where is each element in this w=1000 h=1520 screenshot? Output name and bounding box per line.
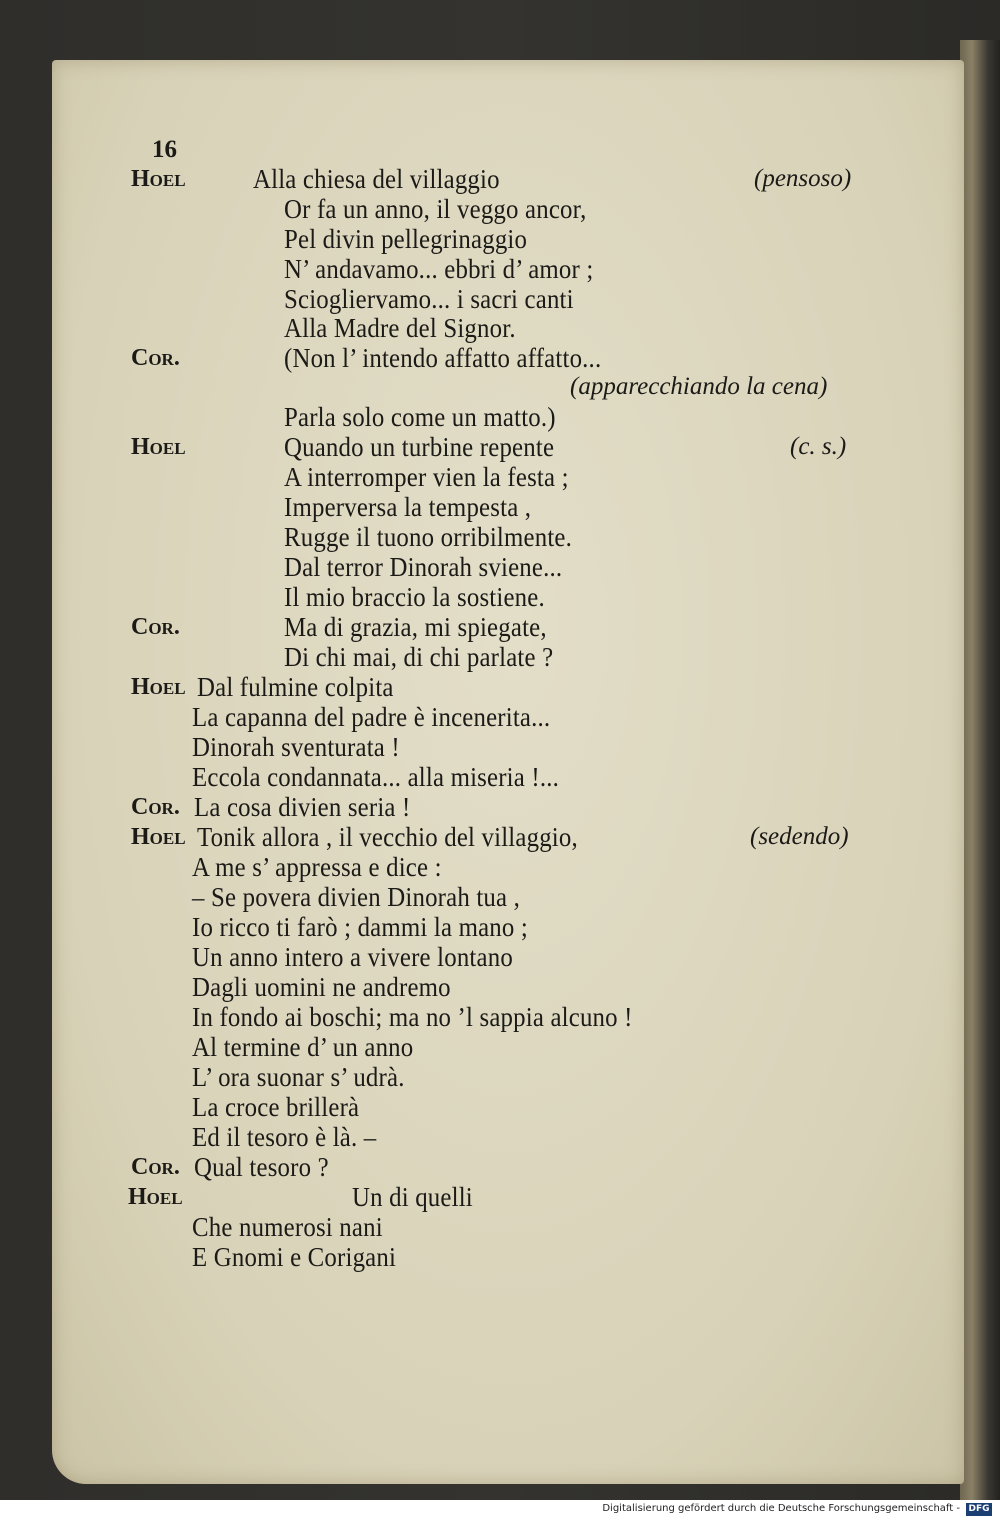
speaker-name: Hoel — [128, 1184, 183, 1210]
verse-line: In fondo ai boschi; ma no ’l sappia alcuno ! — [192, 1002, 633, 1032]
verse-line: Pel divin pellegrinaggio — [284, 224, 528, 254]
verse-line: La capanna del padre è incenerita... — [192, 702, 551, 732]
speaker-name: Cor. — [131, 794, 180, 820]
verse-line: Parla solo come un matto.) — [284, 402, 556, 432]
stage-direction: (c. s.) — [790, 433, 847, 460]
footer-credit: Digitalisierung gefördert durch die Deutsche Forschungsgemeinschaft - — [602, 1503, 960, 1514]
verse-line: Alla chiesa del villaggio — [253, 164, 500, 194]
verse-line: Di chi mai, di chi parlate ? — [284, 642, 554, 672]
stage-direction: (apparecchiando la cena) — [570, 373, 828, 400]
verse-line: Dinorah sventurata ! — [192, 732, 400, 762]
speaker-name: Cor. — [131, 614, 180, 640]
verse-line: Dal fulmine colpita — [197, 672, 394, 702]
verse-line: – Se povera divien Dinorah tua , — [192, 882, 521, 912]
stage-direction: (pensoso) — [754, 165, 852, 192]
verse-line: Sciogliervamo... i sacri canti — [284, 284, 574, 314]
verse-line: Al termine d’ un anno — [192, 1032, 414, 1062]
verse-line: Ed il tesoro è là. – — [192, 1122, 377, 1152]
stage-direction: (sedendo) — [750, 823, 849, 850]
verse-line: Rugge il tuono orribilmente. — [284, 522, 573, 552]
verse-line: Il mio braccio la sostiene. — [284, 582, 545, 612]
verse-line: (Non l’ intendo affatto affatto... — [284, 343, 602, 373]
speaker-name: Hoel — [131, 166, 186, 192]
speaker-name: Cor. — [131, 345, 180, 371]
book-edge — [960, 40, 1000, 1500]
verse-line: L’ ora suonar s’ udrà. — [192, 1062, 405, 1092]
verse-line: Io ricco ti farò ; dammi la mano ; — [192, 912, 528, 942]
verse-line: Qual tesoro ? — [194, 1152, 329, 1182]
verse-line: Un anno intero a vivere lontano — [192, 942, 513, 972]
verse-line: Imperversa la tempesta , — [284, 492, 532, 522]
dfg-logo-icon: DFG — [966, 1503, 992, 1516]
verse-line: La cosa divien seria ! — [194, 792, 411, 822]
verse-line: A me s’ appressa e dice : — [192, 852, 442, 882]
speaker-name: Hoel — [131, 824, 186, 850]
verse-line: Dagli uomini ne andremo — [192, 972, 451, 1002]
speaker-name: Hoel — [131, 434, 186, 460]
verse-line: Tonik allora , il vecchio del villaggio, — [197, 822, 578, 852]
verse-line: Ma di grazia, mi spiegate, — [284, 612, 547, 642]
footer-bar — [0, 1500, 1000, 1520]
verse-line: La croce brillerà — [192, 1092, 360, 1122]
verse-line: Quando un turbine repente — [284, 432, 555, 462]
verse-line: E Gnomi e Corigani — [192, 1242, 397, 1272]
verse-line: Alla Madre del Signor. — [284, 313, 516, 343]
verse-line: Dal terror Dinorah sviene... — [284, 552, 563, 582]
speaker-name: Hoel — [131, 674, 186, 700]
speaker-name: Cor. — [131, 1154, 180, 1180]
verse-line: Or fa un anno, il veggo ancor, — [284, 194, 587, 224]
verse-line: N’ andavamo... ebbri d’ amor ; — [284, 254, 594, 284]
verse-line: A interromper vien la festa ; — [284, 462, 569, 492]
verse-line: Che numerosi nani — [192, 1212, 383, 1242]
verse-line: Eccola condannata... alla miseria !... — [192, 762, 560, 792]
verse-line: Un di quelli — [352, 1182, 473, 1212]
page-number: 16 — [152, 136, 177, 163]
